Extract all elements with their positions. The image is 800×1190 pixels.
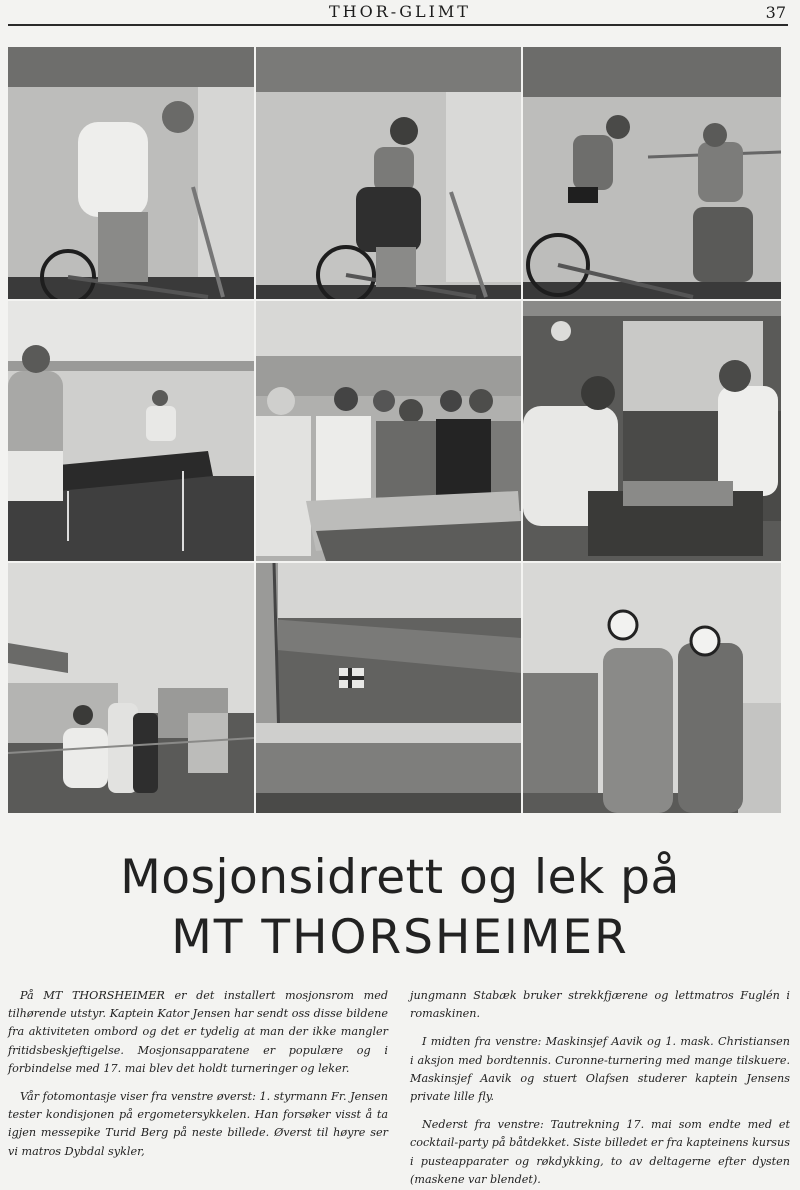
photo-tug-of-war — [8, 563, 254, 813]
article-paragraph: I midten fra venstre: Maskinsjef Aavik og 1. mask. Christiansen i aksjon med bordtennis. Curonne-turnering med mange tilskuere. Maskinsjef Aavik og stuert Olafsen studerer kaptein Jensens private lille fly. — [410, 1035, 790, 1104]
article-paragraph: Nederst fra venstre: Tautrekning 17. mai som endte med et cocktail-party på båtdekket. Siste billedet er fra kapteinens kursus i pusteapparater og røkdykking, to av deltagerne efter dysten (maskene var blendet). — [410, 1118, 790, 1186]
headline-line2: MT THORSHEIMER — [171, 910, 629, 965]
photo-ergometer-woman — [256, 47, 521, 299]
photo-montage — [8, 47, 783, 813]
photo-table-tennis — [8, 301, 254, 561]
page-number: 37 — [760, 3, 786, 22]
photo-flag-at-sea — [256, 563, 521, 813]
header-rule — [8, 24, 788, 26]
article-paragraph: Vår fotomontasje viser fra venstre øverst: 1. styrmann Fr. Jensen tester kondisjonen på ergometersykkelen. Han forsøker visst å ta igjen messepike Turid Berg på neste billede. Øverst til høyre ser vi matros Dybdal sykler, — [8, 1090, 388, 1158]
page-header — [0, 0, 800, 30]
article-column-right — [410, 987, 790, 1190]
article-paragraph: jungmann Stabæk bruker strekkfjærene og lettmatros Fuglén i romaskinen. — [410, 989, 790, 1021]
article-column-left — [8, 987, 388, 1171]
photo-ergometer-man — [8, 47, 254, 299]
article-body — [8, 987, 790, 1186]
photo-curonne-tournament — [256, 301, 521, 561]
photo-model-airplane — [523, 301, 781, 561]
article-paragraph: På MT THORSHEIMER er det installert mosjonsrom med tilhørende utstyr. Kaptein Kator Jensen har sendt oss disse bildene fra aktiviteten ombord og det er tydelig at man der ikke mangler fritidsbeskjeftigelse. Mosjonsapparatene er populære og i forbindelse med 17. mai blev det holdt turneringer og leker. — [8, 989, 388, 1075]
photo-breathing-apparatus — [523, 563, 781, 813]
headline-line1: Mosjonsidrett og lek på — [120, 850, 680, 905]
publication-title: THOR-GLIMT — [319, 2, 481, 21]
photo-cycling-and-springs — [523, 47, 781, 299]
